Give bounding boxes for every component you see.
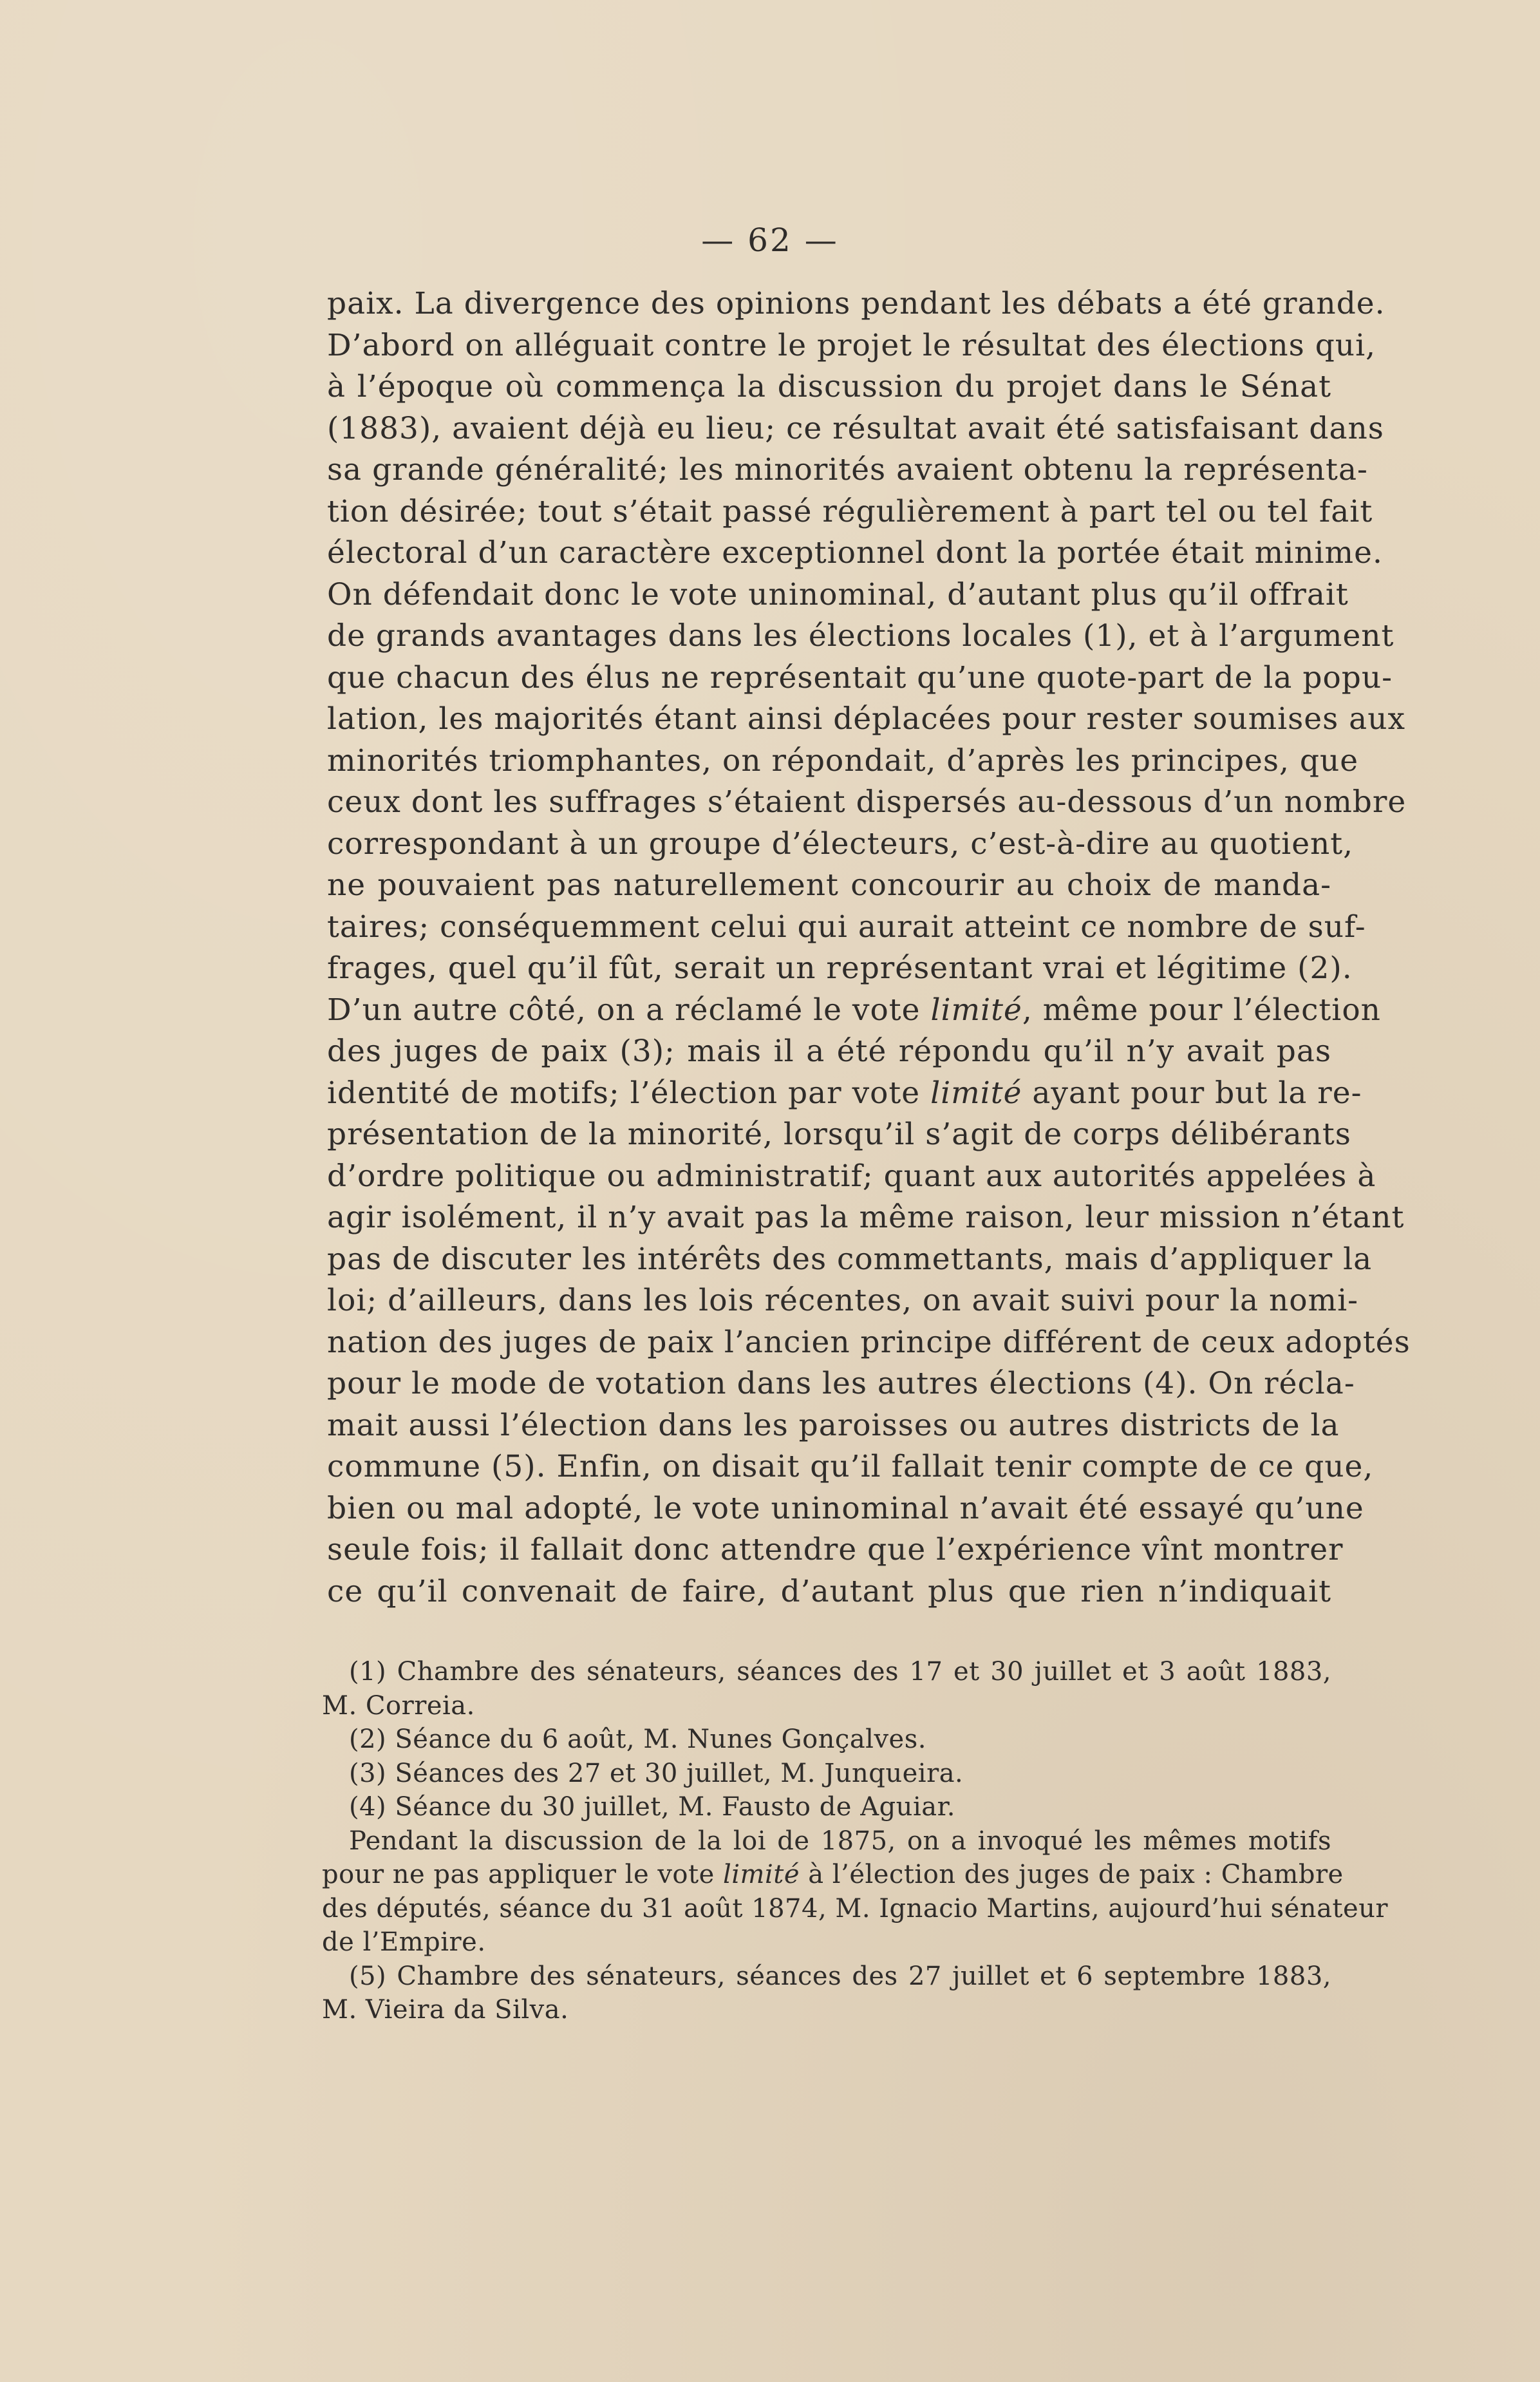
italic-term: limité <box>722 1860 800 1889</box>
body-line: minorités triomphantes, on répondait, d’après les principes, que <box>327 742 1359 779</box>
italic-term: limité <box>930 1075 1022 1111</box>
body-line: pour le mode de votation dans les autres élections (4). On récla- <box>327 1366 1355 1401</box>
body-line: On défendait donc le vote uninominal, d’autant plus qu’il offrait <box>327 576 1349 612</box>
body-line-with-italic <box>327 1073 1362 1115</box>
text-segment: , même pour l’élection <box>1022 992 1381 1028</box>
body-line: agir isolément, il n’y avait pas la même raison, leur mission n’étant <box>327 1200 1405 1235</box>
footnote-1-continuation: M. Correia. <box>322 1690 475 1721</box>
body-line: sa grande généralité; les minorités avaient obtenu la représenta- <box>327 452 1368 487</box>
body-line: loi; d’ailleurs, dans les lois récentes, on avait suivi pour la nomi- <box>327 1283 1358 1318</box>
body-line: ceux dont les suffrages s’étaient dispersés au-dessous d’un nombre <box>327 784 1407 820</box>
footnotes <box>322 1655 1389 2027</box>
body-line: tion désirée; tout s’était passé régulièrement à part tel ou tel fait <box>327 493 1373 529</box>
footnote-3: (3) Séances des 27 et 30 juillet, M. Junqueira. <box>349 1758 964 1788</box>
page-number: — 62 — <box>701 222 839 259</box>
body-line: ce qu’il convenait de faire, d’autant plus que rien n’indiquait <box>327 1573 1331 1609</box>
body-line: à l’époque où commença la discussion du projet dans le Sénat <box>327 369 1331 404</box>
footnote-4-note-line: des députés, séance du 31 août 1874, M. Ignacio Martins, aujourd’hui sénateur <box>322 1893 1389 1924</box>
text-segment: identité de motifs; l’élection par vote <box>327 1075 931 1111</box>
body-line: que chacun des élus ne représentait qu’une quote-part de la popu- <box>327 659 1393 695</box>
footnote-4-note-line-with-italic <box>322 1858 1344 1892</box>
body-line: commune (5). Enfin, on disait qu’il fallait tenir compte de ce que, <box>327 1449 1374 1484</box>
footnote-4-note: Pendant la discussion de la loi de 1875, on a invoqué les mêmes motifs <box>349 1826 1331 1856</box>
body-line: lation, les majorités étant ainsi déplacées pour rester soumises aux <box>327 701 1405 737</box>
footnote-4: (4) Séance du 30 juillet, M. Fausto de Aguiar. <box>349 1792 956 1822</box>
body-line: mait aussi l’élection dans les paroisses ou autres districts de la <box>327 1407 1340 1443</box>
body-line: taires; conséquemment celui qui aurait atteint ce nombre de suf- <box>327 909 1366 945</box>
body-line: bien ou mal adopté, le vote uninominal n’avait été essayé qu’une <box>327 1490 1364 1526</box>
body-line: de grands avantages dans les élections locales (1), et à l’argument <box>327 618 1394 654</box>
footnote-4-note-line: de l’Empire. <box>322 1927 486 1957</box>
text-segment: ayant pour but la re- <box>1022 1075 1362 1111</box>
italic-term: limité <box>930 992 1022 1028</box>
body-line: correspondant à un groupe d’électeurs, c’est-à-dire au quotient, <box>327 826 1354 862</box>
footnote-5-continuation: M. Vieira da Silva. <box>322 1995 569 2025</box>
body-line: présentation de la minorité, lorsqu’il s’agit de corps délibérants <box>327 1117 1351 1152</box>
body-line: électoral d’un caractère exceptionnel dont la portée était minime. <box>327 535 1383 571</box>
body-line: seule fois; il fallait donc attendre que l’expérience vînt montrer <box>327 1532 1344 1567</box>
body-line: des juges de paix (3); mais il a été répondu qu’il n’y avait pas <box>327 1034 1331 1069</box>
body-line: ne pouvaient pas naturellement concourir au choix de manda- <box>327 867 1331 903</box>
footnote-5: (5) Chambre des sénateurs, séances des 27 juillet et 6 septembre 1883, <box>349 1961 1331 1991</box>
body-line: d’ordre politique ou administratif; quant aux autorités appelées à <box>327 1158 1376 1194</box>
body-line: frages, quel qu’il fût, serait un représentant vrai et légitime (2). <box>327 950 1353 986</box>
body-line: pas de discuter les intérêts des commettants, mais d’appliquer la <box>327 1241 1373 1277</box>
text-segment: pour ne pas appliquer le vote <box>322 1860 723 1889</box>
body-text <box>327 283 1411 1612</box>
text-segment: D’un autre côté, on a réclamé le vote <box>327 992 931 1028</box>
footnote-1: (1) Chambre des sénateurs, séances des 17 et 30 juillet et 3 août 1883, <box>349 1657 1331 1687</box>
text-segment: à l’élection des juges de paix : Chambre <box>800 1860 1344 1889</box>
body-line-with-italic <box>327 990 1381 1032</box>
footnote-2: (2) Séance du 6 août, M. Nunes Gonçalves. <box>349 1725 926 1754</box>
body-line: D’abord on alléguait contre le projet le résultat des élections qui, <box>327 327 1376 363</box>
body-line: nation des juges de paix l’ancien principe différent de ceux adoptés <box>327 1324 1411 1360</box>
body-line: (1883), avaient déjà eu lieu; ce résultat avait été satisfaisant dans <box>327 410 1384 446</box>
body-line: paix. La divergence des opinions pendant les débats a été grande. <box>327 286 1385 321</box>
